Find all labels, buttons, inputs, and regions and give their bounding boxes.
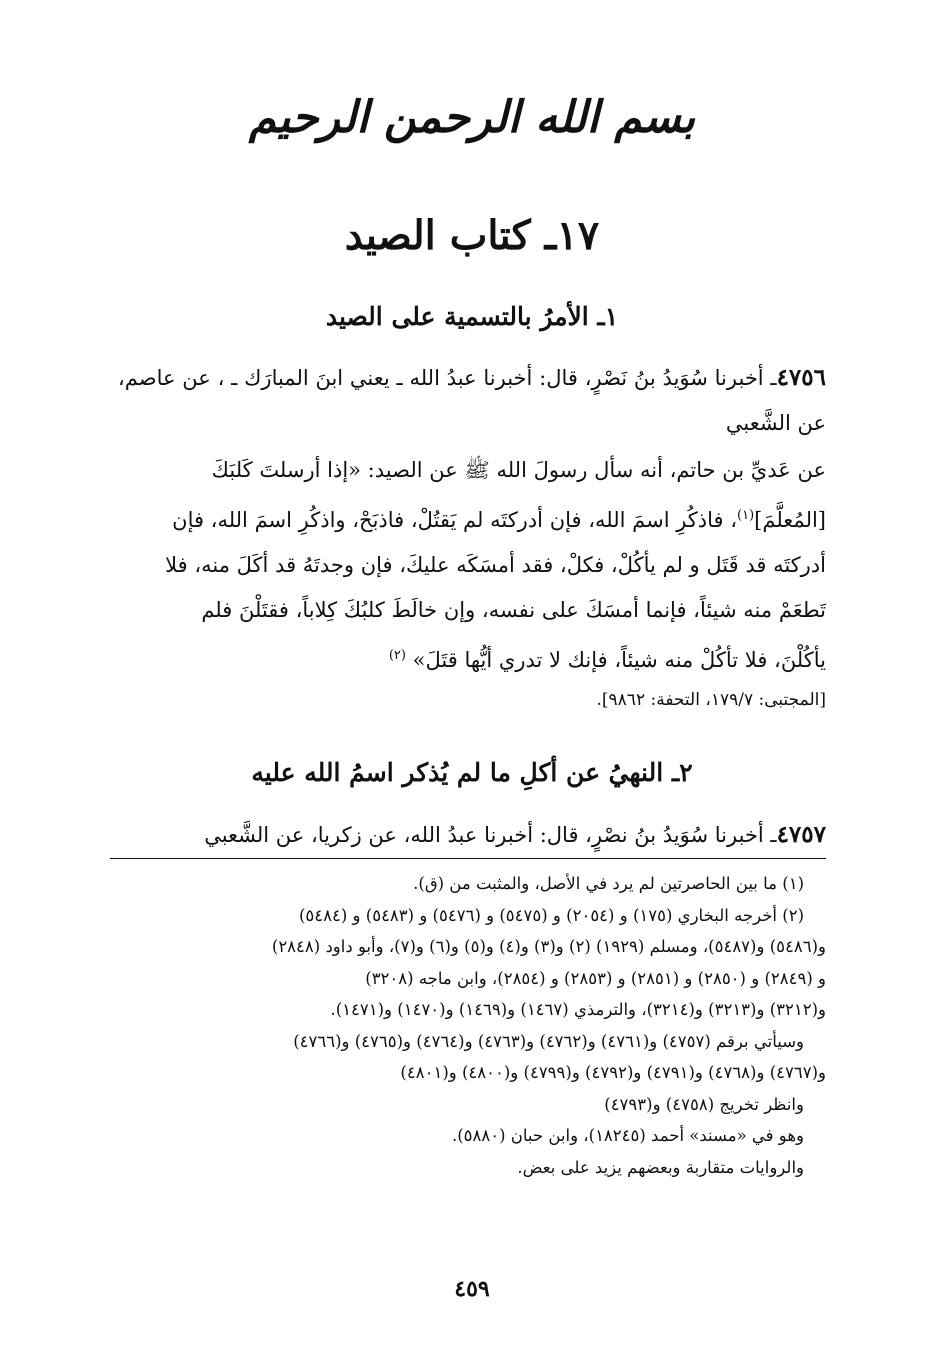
footnote-marker: (٢)	[388, 648, 406, 663]
matn-line: تَطعَمْ منه شيئاً، فإنما أمسَكَ على نفسه، وإن خالَطَ كلبُكَ كِلاباً، فقتَلْنَ فلم	[201, 598, 826, 622]
chapter-2-title: ٢ـ النهيُ عن أكلِ ما لم يُذكر اسمُ الله عليه	[251, 758, 693, 787]
hadith-4756-matn	[118, 448, 826, 683]
chapter-1-title: ١ـ الأمرُ بالتسمية على الصيد	[325, 302, 619, 331]
matn-line	[118, 633, 826, 683]
hadith-4756-isnad	[118, 355, 826, 446]
footnote-line: وهو في «مسند» أحمد (١٨٢٤٥)، وابن حبان (٥٨٨٠).	[451, 1126, 804, 1145]
hadith-number: ٤٧٥٦	[776, 364, 826, 391]
matn-line-text: يأكُلْنَ، فلا تأكُلْ منه شيئاً، فإنك لا تدري أيُّها قتَلَ»	[412, 648, 826, 672]
hadith-reference: [المجتبى: ١٧٩/٧، التحفة: ٩٨٦٢].	[596, 690, 826, 710]
page-number: ٤٥٩	[454, 1276, 490, 1302]
footnote-line: (١) ما بين الحاصرتين لم يرد في الأصل، والمثبت من (ق).	[413, 874, 804, 893]
footnote-separator	[110, 858, 826, 859]
footnote-line: و(٥٤٨٦) و(٥٤٨٧)، ومسلم (١٩٢٩) (٢) و(٣) و(٤) و(٥) و(٦) و(٧)، وأبو داود (٢٨٤٨)	[271, 937, 826, 956]
footnote-line: و (٢٨٤٩) و (٢٨٥٠) و (٢٨٥١) و (٢٨٥٣) و (٢٨٥٤)، وابن ماجه (٣٢٠٨)	[365, 968, 826, 988]
basmala-calligraphy: بسم الله الرحمن الرحيم	[248, 92, 696, 143]
footnote-marker: (١)	[737, 508, 755, 523]
matn-bracket-text: [المُعلَّمَ]	[754, 508, 826, 532]
footnote-line: و(٣٢١٢) و(٣٢١٣) و(٣٢١٤)، والترمذي (١٤٦٧) و(١٤٦٩) و(١٤٧٠) و(١٤٧١).	[330, 1000, 826, 1019]
hadith-isnad-text: ـ أخبرنا سُوَيدُ بنُ نصْرٍ، قال: أخبرنا عبدُ الله، عن زكريا، عن الشَّعبي	[204, 823, 777, 847]
footnote-line: وانظر تخريج (٤٧٥٨) و(٤٧٩٣)	[604, 1094, 804, 1114]
hadith-number: ٤٧٥٧	[776, 821, 826, 848]
footnote-line: والروايات متقاربة وبعضهم يزيد على بعض.	[517, 1157, 804, 1177]
matn-line-text: ، فاذكُرِ اسمَ الله، فإن أدركتَه لم يَقتُلْ، فاذبَحْ، واذكُرِ اسمَ الله، فإن	[172, 508, 738, 532]
footnote-line: (٢) أخرجه البخاري (١٧٥) و (٢٠٥٤) و (٥٤٧٥) و (٥٤٧٦) و (٥٤٨٣) و (٥٤٨٤)	[298, 905, 804, 925]
matn-line: عن عَديِّ بن حاتم، أنه سأل رسولَ الله ﷺ عن الصيد: «إذا أرسلتَ كَلبَكَ	[211, 458, 826, 482]
footnote-line: و(٤٧٦٧) و(٤٧٦٨) و(٤٧٩١) و(٤٧٩٢) و(٤٧٩٩) و(٤٨٠٠) و(٤٨٠١)	[400, 1063, 826, 1082]
footnote-line: وسيأتي برقم (٤٧٥٧) و(٤٧٦١) و(٤٧٦٢) و(٤٧٦٣) و(٤٧٦٤) و(٤٧٦٥) و(٤٧٦٦)	[293, 1031, 804, 1051]
matn-line	[118, 493, 826, 543]
footnotes	[118, 868, 826, 1183]
hadith-4757-isnad	[118, 812, 826, 858]
book-title: ١٧ـ كتاب الصيد	[344, 212, 600, 259]
matn-line: أدركتَه قد قَتَل و لم يأكُلْ، فكلْ، فقد أمسَكَه عليكَ، فإن وجدتَهُ قد أكَلَ منه، فلا	[165, 553, 826, 577]
hadith-isnad-text: ـ أخبرنا سُوَيدُ بنُ نَصْرٍ، قال: أخبرنا عبدُ الله ـ يعني ابنَ المبارَك ـ ، عن عاصم، عن الشَّعبي	[118, 366, 826, 435]
